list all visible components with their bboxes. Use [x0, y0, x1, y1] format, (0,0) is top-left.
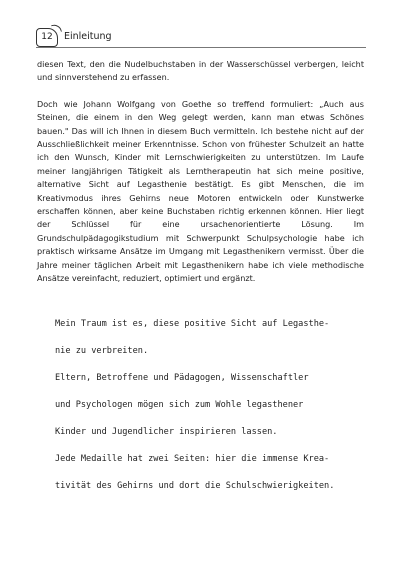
header-rule — [36, 47, 366, 48]
handwritten-line: Mein Traum ist es, diese positive Sicht auf Legasthe- — [55, 318, 330, 329]
handwritten-line: Kinder und Jugendlicher inspirieren lassen. — [55, 426, 278, 437]
handwritten-line: Eltern, Betroffene und Pädagogen, Wissenschaftler — [55, 372, 309, 383]
paragraph: diesen Text, den die Nudelbuchstaben in der Wasserschüssel verbergen, leicht und sinnverstehend zu erfassen. — [37, 59, 364, 83]
handwritten-line: Jede Medaille hat zwei Seiten: hier die immense Krea- — [55, 453, 330, 464]
handwritten-line: tivität des Gehirns und dort die Schulschwierigkeiten. — [55, 480, 335, 491]
handwritten-line: und Psychologen mögen sich zum Wohle legasthener — [55, 399, 304, 410]
body-text — [37, 58, 364, 299]
page-number: 12 — [36, 28, 58, 47]
handwritten-line: nie zu verbreiten. — [55, 345, 149, 356]
paragraph: Doch wie Johann Wolfgang von Goethe so treffend formuliert: „Auch aus Steinen, die einem in den Weg gelegt werden, kann man etwas Schönes bauen." Das will ich Ihnen in diesem Buch vermitteln. Ich bestehe nicht auf der Ausschließlichkeit meiner Erkenntnisse. Schon von frühester Schulzeit an hatte ich den Wunsch, Kinder mit Lernschwierigkeiten zu unterstützen. Im Laufe meiner langjährigen Tätigkeit als Lerntherapeutin hat sich meine positive, alternative Sicht auf Legasthenie bestätigt. Es gibt Menschen, die im Kreativmodus ihres Gehirns neue Motoren entwickeln oder Kunstwerke erschaffen können, aber keine Buchstaben richtig erkennen können. Hier liegt der Schlüssel für eine ursachenorientierte Lösung. Im Grundschulpädagogikstudium mit Schwerpunkt Schulpsychologie habe ich praktisch wirksame Ansätze im Umgang mit Legasthenikern vermisst. Über die Jahre meiner täglichen Arbeit mit Legasthenikern habe ich viele methodische Ansätze vereinfacht, reduziert, optimiert und ergänzt. — [37, 98, 364, 284]
handwritten-quote — [55, 304, 375, 507]
page-header — [36, 28, 366, 50]
chapter-title: Einleitung — [64, 31, 112, 42]
